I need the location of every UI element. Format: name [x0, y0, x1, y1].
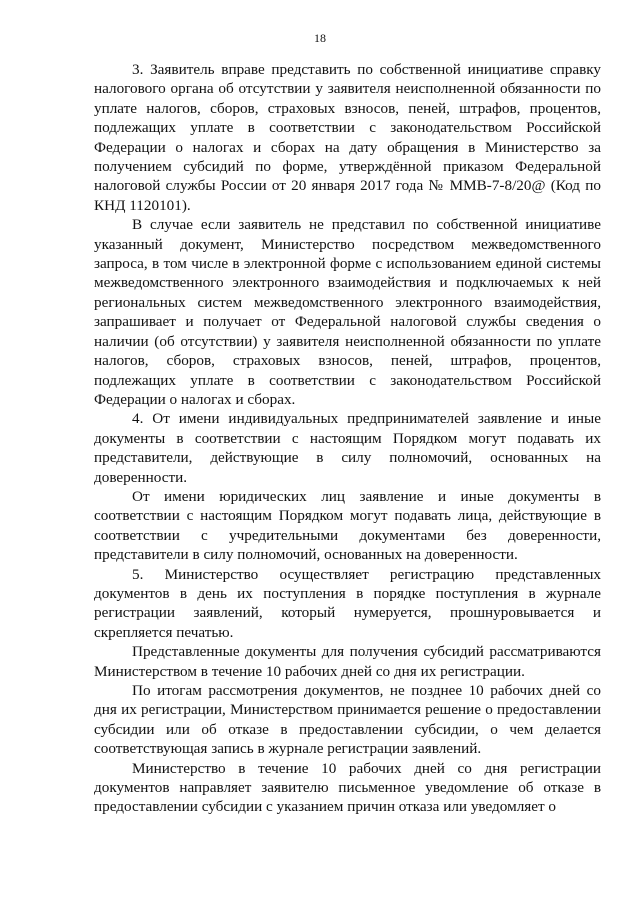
paragraph-4-individual-entrepreneurs: 4. От имени индивидуальных предпринимателей заявление и иные документы в соответствии с настоящим Порядком могут подавать их представители, действующие в силу полномочий, основанных на доверенности.: [94, 410, 601, 486]
paragraph-5-registration: 5. Министерство осуществляет регистрацию представленных документов в день их поступления в порядке поступления в журнале регистрации заявлений, который нумеруется, прошнуровывается и скрепляется печатью.: [94, 565, 601, 641]
paragraph-decision: По итогам рассмотрения документов, не позднее 10 рабочих дней со дня их регистрации, Министерством принимается решение о предоставлении субсидии или об отказе в предоставлении субсидии, о чем делается соответствующая запись в журнале регистрации заявлений.: [94, 682, 601, 758]
paragraph-3-tax-certificate: 3. Заявитель вправе представить по собственной инициативе справку налогового органа об отсутствии у заявителя неисполненной обязанности по уплате налогов, сборов, страховых взносов, пеней, штрафов, процентов, подлежащих уплате в соответствии с законодательством Российской Федерации о налогах и сборах на дату обращения в Министерство за получением субсидий по форме, утверждённой приказом Федеральной налоговой службы России от 20 января 2017 года № ММВ-7-8/20@ (Код по КНД 1120101).: [94, 61, 601, 214]
paragraph-notification: Министерство в течение 10 рабочих дней со дня регистрации документов направляет заявителю письменное уведомление об отказе в предоставлении субсидии с указанием причин отказа или уведомляет о: [94, 759, 601, 816]
paragraph-interagency-request: В случае если заявитель не представил по собственной инициативе указанный документ, Министерство посредством межведомственного запроса, в том числе в электронной форме с использованием единой системы межведомственного электронного взаимодействия и подключаемых к ней региональных систем межведомственного электронного взаимодействия, запрашивает и получает от Федеральной налоговой службы сведения о наличии (об отсутствии) у заявителя неисполненной обязанности по уплате налогов, сборов, страховых взносов, пеней, штрафов, процентов, подлежащих уплате в соответствии с законодательством Российской Федерации о налогах и сборах.: [94, 216, 601, 408]
paragraph-review-period: Представленные документы для получения субсидий рассматриваются Министерством в течение 10 рабочих дней со дня их регистрации.: [94, 643, 601, 680]
document-body: [94, 60, 601, 817]
page-number: 18: [314, 31, 326, 45]
paragraph-legal-entities: От имени юридических лиц заявление и иные документы в соответствии с настоящим Порядком могут подавать лица, действующие в соответствии с учредительными документами без доверенности, представители в силу полномочий, основанных на доверенности.: [94, 487, 601, 564]
